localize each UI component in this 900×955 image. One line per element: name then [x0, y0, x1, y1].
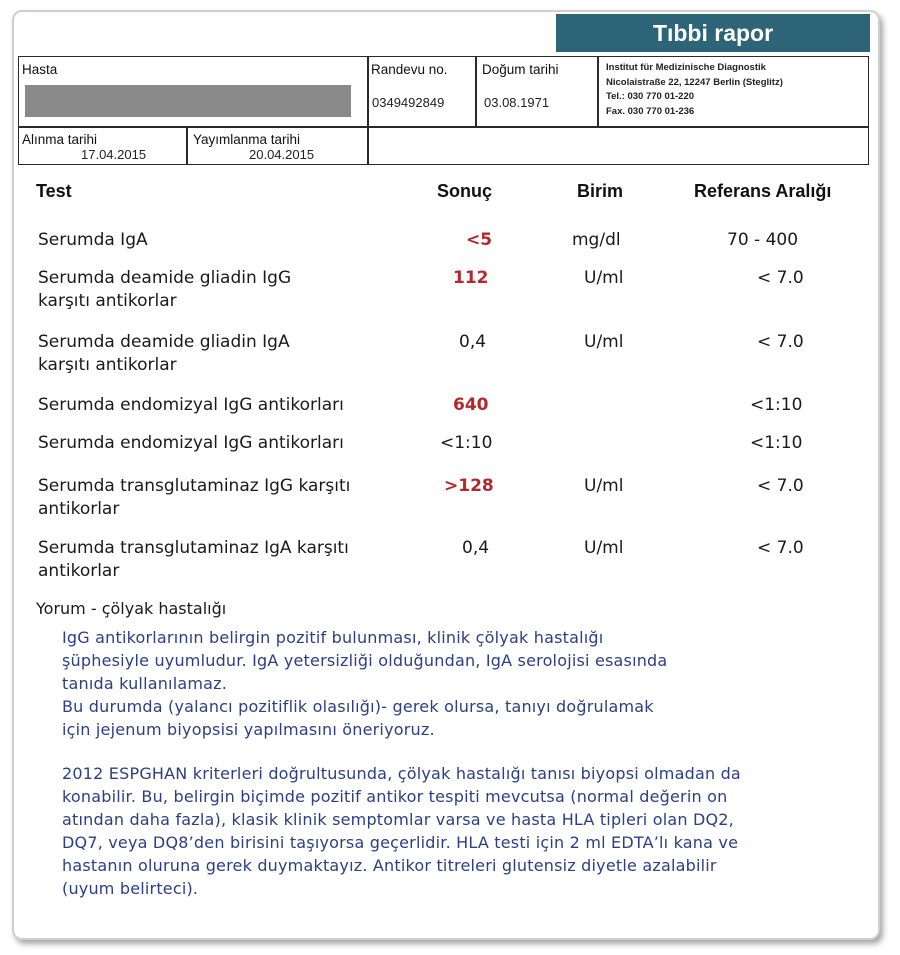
- test-name: Serumda endomizyal IgG antikorları: [38, 395, 344, 415]
- birth-date-label: Doğum tarihi: [482, 62, 559, 77]
- comment-paragraph-1: IgG antikorlarının belirgin pozitif bulunması, klinik çölyak hastalığı şüphesiyle uyumludur. IgA yetersizliği olduğundan, IgA serolojisi esasında tanıda kullanılamaz. Bu durumda (yalancı pozitiflik olasılığı)- gerek olursa, tanıyı doğrulamak için jejenum biyopsisi yapılmasını öneriyoruz.: [62, 628, 668, 739]
- lab-fax: Fax. 030 770 01-236: [606, 105, 695, 117]
- result-value: 640: [453, 395, 489, 415]
- reference-value: < 7.0: [757, 476, 804, 496]
- reference-value: <1:10: [750, 433, 803, 453]
- appointment-cell: [367, 56, 477, 128]
- published-date-label: Yayımlanma tarihi: [193, 132, 301, 147]
- result-value: 0,4: [462, 538, 490, 558]
- reference-value: <1:10: [750, 395, 803, 415]
- birth-date-value: 03.08.1971: [484, 95, 550, 110]
- test-name: Serumda IgA: [38, 230, 148, 250]
- test-name: Serumda transglutaminaz IgG karşıtı antikorlar: [38, 476, 351, 519]
- comment-title: Yorum - çölyak hastalığı: [36, 599, 227, 618]
- lab-address: Nicolaistraße 22, 12247 Berlin (Steglitz): [606, 76, 783, 88]
- unit-value: mg/dl: [572, 230, 621, 250]
- patient-name-redacted: [25, 85, 351, 117]
- lab-name: Institut für Medizinische Diagnostik: [606, 62, 766, 73]
- test-name: Serumda endomizyal IgG antikorları: [38, 433, 344, 453]
- collection-date-cell: [18, 126, 188, 165]
- patient-label: Hasta: [22, 62, 58, 77]
- appointment-value: 0349492849: [372, 95, 445, 110]
- reference-value: 70 - 400: [727, 230, 799, 250]
- unit-value: U/ml: [584, 538, 624, 558]
- report-title: Tıbbi rapor: [556, 14, 870, 52]
- reference-value: < 7.0: [757, 268, 804, 288]
- test-name: Serumda transglutaminaz IgA karşıtı antikorlar: [38, 538, 349, 581]
- patient-cell: [18, 56, 369, 128]
- lab-phone: Tel.: 030 770 01-220: [606, 91, 695, 102]
- column-result: Sonuç: [437, 181, 493, 201]
- unit-value: U/ml: [584, 268, 624, 288]
- lab-cell: [597, 56, 869, 128]
- collection-date-label: Alınma tarihi: [22, 132, 98, 147]
- appointment-label: Randevu no.: [371, 62, 448, 77]
- column-unit: Birim: [577, 181, 624, 201]
- test-name: Serumda deamide gliadin IgG karşıtı antikorlar: [38, 268, 292, 311]
- reference-value: < 7.0: [757, 538, 804, 558]
- unit-value: U/ml: [584, 476, 624, 496]
- unit-value: U/ml: [584, 332, 624, 352]
- test-name: Serumda deamide gliadin IgA karşıtı antikorlar: [38, 332, 290, 375]
- published-date-value: 20.04.2015: [249, 147, 315, 162]
- published-date-cell: [186, 126, 369, 165]
- result-value: 0,4: [459, 332, 487, 352]
- collection-date-value: 17.04.2015: [81, 147, 147, 162]
- column-reference: Referans Aralığı: [694, 181, 832, 201]
- result-value: <1:10: [440, 433, 493, 453]
- empty-header-cell: [367, 126, 869, 165]
- result-value: 112: [453, 268, 489, 288]
- result-value: >128: [444, 476, 494, 496]
- reference-value: < 7.0: [757, 332, 804, 352]
- birth-date-cell: [475, 56, 599, 128]
- column-test: Test: [36, 181, 72, 201]
- comment-paragraph-2: 2012 ESPGHAN kriterleri doğrultusunda, çölyak hastalığı tanısı biyopsi olmadan da konabilir. Bu, belirgin biçimde pozitif antikor tespiti mevcutsa (normal değerin on atından daha fazla), klasik klinik semptomlar varsa ve hasta HLA tipleri olan DQ2, DQ7, veya DQ8’den birisini taşıyorsa geçerlidir. HLA testi için 2 ml EDTA’lı kana ve hastanın oluruna gerek duymaktayız. Antikor titreleri glutensiz diyetle azalabilir (uyum belirteci).: [62, 764, 741, 898]
- result-value: <5: [466, 230, 493, 250]
